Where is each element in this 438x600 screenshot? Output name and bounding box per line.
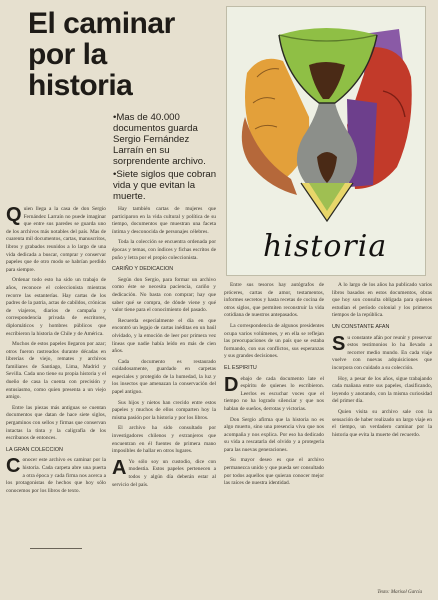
column-divider-rule [30,548,82,549]
col1-para-4: Entre las piezas más antiguas se cuentan documentos que datan de hace siete siglos, pergaminos con sellos y firmas que conservan intactas la tinta y la caligrafía de los escribanos de entonces. [6,404,106,442]
col2-para-6: Sus hijos y nietos han crecido entre estos papeles y muchos de ellos comparten hoy la misma pasión por la historia y por los libros. [112,399,216,421]
col4-para-2: u constante afán por reunir y preservar estos testimonios lo ha llevado a recorrer medio mundo. En cada viaje vuelve con nuevas adquisiciones que incorpora con cuidado a su colección. [332,334,432,371]
col2-para-3: Según don Sergio, para formar un archivo como éste se necesita paciencia, cariño y dedicación. No basta con comprar; hay que saber qué se compra, de dónde viene y qué valor tiene para el conocimiento del pasado. [112,276,216,314]
col3-para-5: Su mayor deseo es que el archivo permanezca unido y que pueda ser consultado por todos aquellos que quieran conocer mejor las raíces de nuestra identidad. [224,457,324,487]
dropcap-q: Q [6,206,22,226]
hourglass-illustration [226,6,426,276]
dropcap-d: D [224,373,239,396]
article-summary [113,112,221,204]
col3-para-1: Entre sus tesoros hay autógrafos de próceres, cartas de amor, testamentos, informes secretos y hasta recetas de cocina de otros siglos, que permiten reconstruir la vida cotidiana de nuestros antepasados. [224,282,324,319]
col2-para-4: Recuerda especialmente el día en que encontró un legajo de cartas inéditas en un baúl olvidado, y la emoción de leer por primera vez líneas que nadie había leído en más de cien años. [112,317,216,355]
col2-para-1: Hay también cartas de mujeres que participaron en la vida cultural y política de su tiempo, documentos que muestran una faceta íntima y desconocida de personajes célebres. [112,206,216,235]
dropcap-a: A [112,456,127,479]
col1-para-5: onocer este archivo es caminar por la historia. Cada carpeta abre una puerta a otra época y cada firma nos acerca a los protagonistas de hechos que hoy sólo conocemos por los libros de texto. [6,457,106,494]
col1-subhead: LA GRAN COLECCION [6,446,63,453]
article-column-1 [6,206,106,548]
col3-subhead: EL ESPIRITU [224,364,257,371]
col2-para-7: El archivo ha sido consultado por investigadores chilenos y extranjeros que encuentran en él fuentes de primera mano imposibles de hallar en otros lugares. [112,425,216,455]
author-credit: Texto: Marisol García [377,590,422,595]
col3-para-2: La correspondencia de algunos presidentes ocupa varios volúmenes, y en ella se reflejan las preocupaciones de un país que se estaba formando, con sus conflictos, sus esperanzas y sus grandes decisiones. [224,322,324,360]
col4-para-3: Hoy, a pesar de los años, sigue trabajando cada mañana entre sus papeles, clasificando, leyendo y anotando, con la misma curiosidad del primer día. [332,375,432,405]
col1-para-2: Ordenar todo esto ha sido un trabajo de años, reconoce el coleccionista mientras recorre las estanterías. Hay cartas de los padres de la patria, actas de cabildos, crónicas de viajeros, diarios de campaña y correspondencia privada de escritores, diplomáticos y hombres públicos que escribieron la historia de Chile y de América. [6,277,106,337]
summary-bullet-1: •Mas de 40.000 documentos guarda Sergio Fernández Larraín en su sorprendente archivo. [113,112,206,167]
col2-para-2: Toda la colección se encuentra ordenada por épocas y temas, con índices y fichas escritos de puño y letra por el propio coleccionista. [112,239,216,261]
title-line-2: por la [28,38,107,71]
dropcap-c: C [6,455,21,478]
col4-para-1: A lo largo de los años ha publicado varios libros basados en estos documentos, obras que hoy son consulta obligada para quienes estudian el período colonial y los primeros tiempos de la república. [332,282,432,319]
col3-para-4: Don Sergio afirma que la historia no es algo muerto, sino una presencia viva que nos acompaña y nos explica. Por eso ha dedicado su vida a rescatarla del olvido y a protegerla para las nuevas generaciones. [224,416,324,453]
summary-bullet-2: •Siete siglos que cobran vida y que evitan la muerte. [113,169,217,202]
col4-para-4: Quien visita su archivo sale con la sensación de haber realizado un largo viaje en el tiempo, un verdadero caminar por la historia que evita la muerte del recuerdo. [332,408,432,438]
illustration-word: historia [263,229,388,264]
col1-para-3: Muchos de estos papeles llegaron por azar; otros fueron rastreados durante décadas en librerías de viejo, remates y archivos familiares de Santiago, Lima, Madrid y Sevilla. Cada uno tiene su propia historia y el dueño de casa la cuenta con precisión y entusiasmo, como quien presenta a un viejo amigo. [6,341,106,401]
dropcap-s: S [332,332,346,355]
article-column-3 [224,282,324,592]
title-line-3: historia [28,69,133,102]
col1-para-1: uien llega a la casa de don Sergio Fernández Larraín no puede imaginar que entre sus paredes se guarda uno de los archivos más notables del país. Mas de cuarenta mil documentos, cartas, manuscritos, libros y grabados reunidos a lo largo de una vida dedicada a buscar, comprar y conservar papeles que de otro modo se habrían perdido para siempre. [6,206,106,273]
article-column-4 [332,282,432,586]
title-line-1: El caminar [28,7,175,40]
col2-para-8: Yo sólo soy un custodio, dice con modestia. Estos papeles pertenecen a todos y algún día deberán estar al servicio del país. [112,458,216,488]
col3-para-3: ebajo de cada documento late el espíritu de quienes lo escribieron. Leerlos es escuchar voces que el tiempo no ha logrado silenciar y que nos hablan de sueños, derrotas y victorias. [224,375,324,412]
article-column-2 [112,206,216,590]
col2-subhead: CARIÑO Y DEDICACION [112,266,174,273]
article-title [28,8,218,101]
col4-subhead: UN CONSTANTE AFAN [332,323,390,330]
col2-para-5: Cada documento es restaurado cuidadosamente, guardado en carpetas especiales y protegido de la humedad, la luz y los insectos que amenazan la conservación del papel antiguo. [112,358,216,396]
